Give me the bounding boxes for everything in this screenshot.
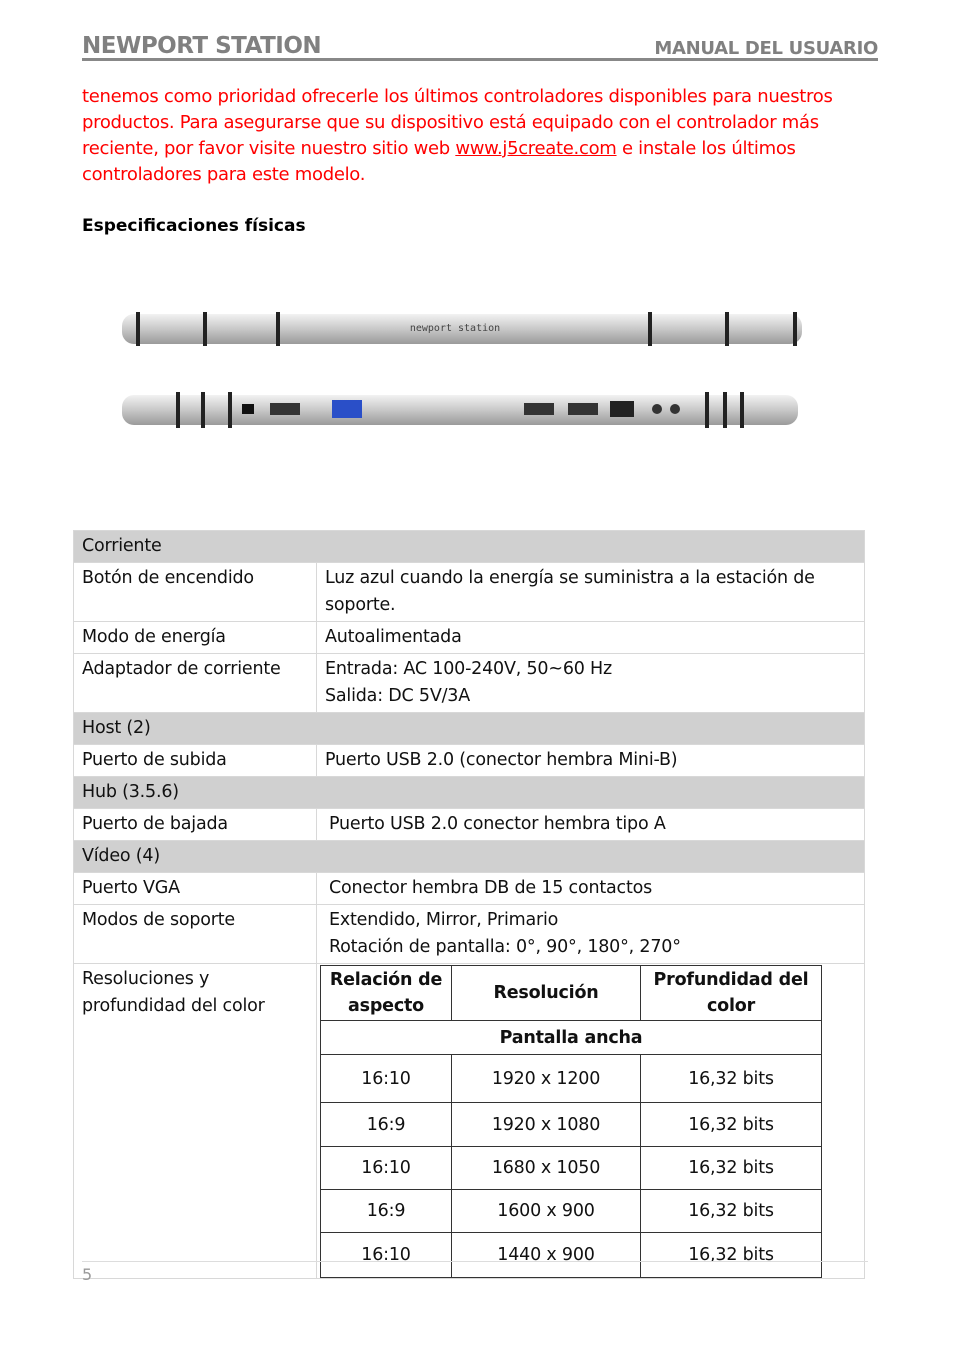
group-host: Host (2) xyxy=(74,713,865,745)
cell: 16,32 bits xyxy=(641,1103,822,1147)
col-header: Resolución xyxy=(452,966,641,1021)
col-header: Relación de aspecto xyxy=(321,966,452,1021)
cell: 16:10 xyxy=(321,1233,452,1278)
label: Modo de energía xyxy=(74,622,317,654)
intro-text-end: e instale los últimos controladores para este modelo. xyxy=(82,138,796,185)
group-hub: Hub (3.5.6) xyxy=(74,777,865,809)
value-line: Salida: DC 5V/3A xyxy=(325,686,471,706)
value-line: Entrada: AC 100-240V, 50~60 Hz xyxy=(325,659,612,679)
value: Puerto USB 2.0 conector hembra tipo A xyxy=(317,809,865,841)
cell: 16:9 xyxy=(321,1103,452,1147)
section-title: Especificaciones físicas xyxy=(82,216,306,236)
page-number: 5 xyxy=(82,1265,93,1284)
value: Puerto USB 2.0 (conector hembra Mini-B) xyxy=(317,745,865,777)
doc-subtitle: MANUAL DEL USUARIO xyxy=(654,38,878,59)
group-header: Pantalla ancha xyxy=(321,1021,822,1055)
cell: 16:9 xyxy=(321,1190,452,1233)
intro-text: tenemos como prioridad ofrecerle los últimos controladores disponibles para nuestros productos. Para asegurarse que su dispositivo está equipado con el controlador más reciente, por favor visite nuestro sitio web xyxy=(82,86,833,159)
cell: 1600 x 900 xyxy=(452,1190,641,1233)
value xyxy=(317,964,865,1279)
cell: 16:10 xyxy=(321,1055,452,1103)
cell: 1920 x 1080 xyxy=(452,1103,641,1147)
cell: 16,32 bits xyxy=(641,1190,822,1233)
photo-label: newport station xyxy=(409,323,501,334)
page-header xyxy=(82,32,878,61)
value-line: Extendido, Mirror, Primario xyxy=(329,910,559,930)
group-corriente: Corriente xyxy=(74,531,865,563)
value xyxy=(317,654,865,713)
value xyxy=(317,905,865,964)
cell: 16:10 xyxy=(321,1147,452,1190)
cell: 1680 x 1050 xyxy=(452,1147,641,1190)
value: Luz azul cuando la energía se suministra a la estación de soporte. xyxy=(317,563,865,622)
label: Resoluciones y profundidad del color xyxy=(74,964,317,1279)
cell: 16,32 bits xyxy=(641,1233,822,1278)
doc-title: NEWPORT STATION xyxy=(82,33,322,59)
label: Puerto VGA xyxy=(74,873,317,905)
value: Autoalimentada xyxy=(317,622,865,654)
value-line: Rotación de pantalla: 0°, 90°, 180°, 270° xyxy=(329,937,681,957)
cell: 16,32 bits xyxy=(641,1055,822,1103)
label: Puerto de subida xyxy=(74,745,317,777)
cell: 1920 x 1200 xyxy=(452,1055,641,1103)
label: Modos de soporte xyxy=(74,905,317,964)
col-header: Profundidad del color xyxy=(641,966,822,1021)
website-link[interactable]: www.j5create.com xyxy=(455,138,617,159)
table-row xyxy=(321,1055,822,1103)
table-row xyxy=(321,1103,822,1147)
value: Conector hembra DB de 15 contactos xyxy=(317,873,865,905)
table-row xyxy=(321,1147,822,1190)
table-row xyxy=(321,1190,822,1233)
label: Botón de encendido xyxy=(74,563,317,622)
intro-paragraph xyxy=(82,84,882,188)
label: Puerto de bajada xyxy=(74,809,317,841)
spec-table xyxy=(73,530,865,1279)
group-video: Vídeo (4) xyxy=(74,841,865,873)
cell: 1440 x 900 xyxy=(452,1233,641,1278)
label: Adaptador de corriente xyxy=(74,654,317,713)
product-photo xyxy=(110,300,810,440)
cell: 16,32 bits xyxy=(641,1147,822,1190)
page-footer xyxy=(82,1261,868,1284)
resolution-table xyxy=(320,965,822,1278)
